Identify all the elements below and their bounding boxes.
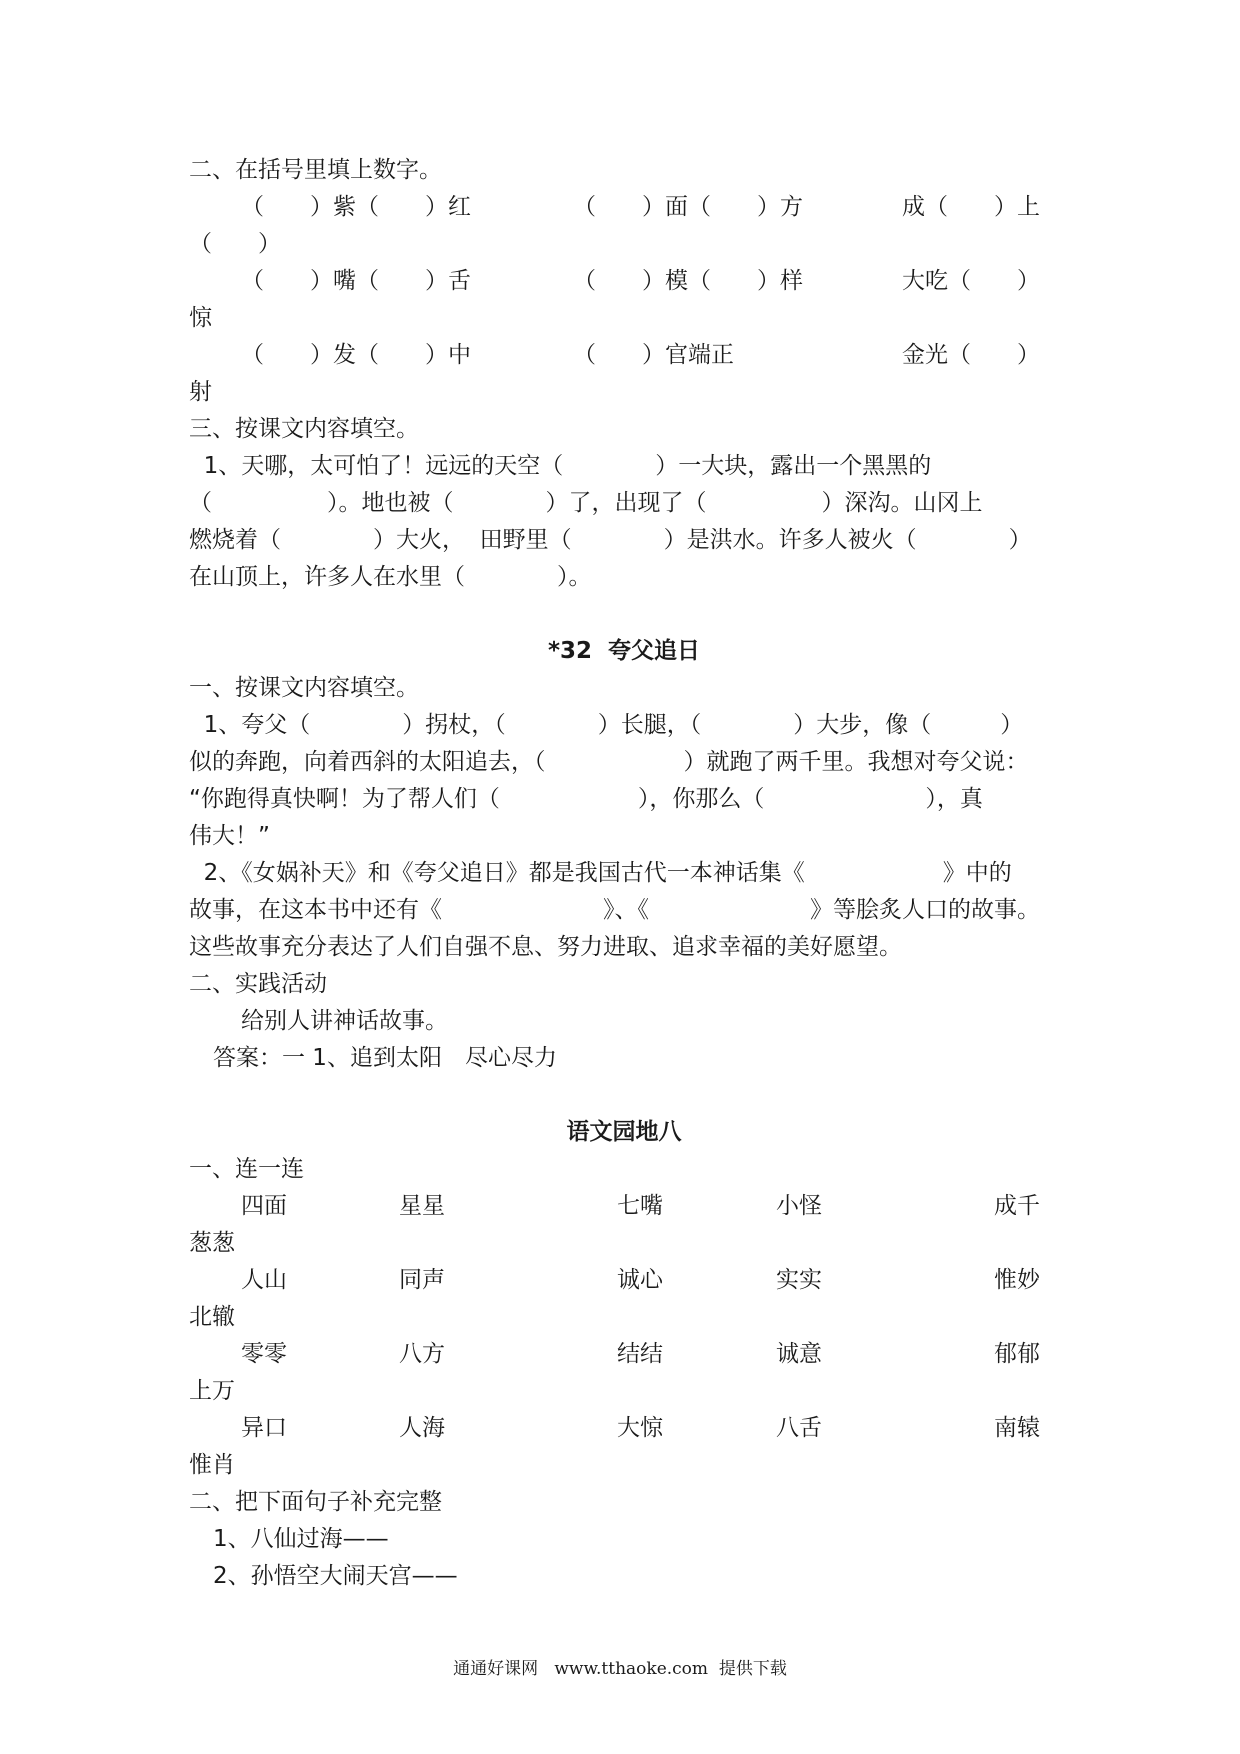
section-heading: 二、在括号里填上数字。 bbox=[189, 157, 442, 183]
list-item: 2、孙悟空大闹天宫—— bbox=[213, 1563, 458, 1589]
match-word: 小怪 bbox=[776, 1193, 822, 1219]
paragraph-line: （ ）。地也被（ ）了，出现了（ ）深沟。山冈上 bbox=[189, 490, 983, 516]
fill-item: （ ）嘴（ ）舌 bbox=[241, 268, 471, 294]
activity-text: 给别人讲神话故事。 bbox=[241, 1008, 448, 1034]
fill-row bbox=[189, 189, 1059, 226]
paragraph-line: 这些故事充分表达了人们自强不息、努力进取、追求幸福的美好愿望。 bbox=[189, 934, 902, 960]
match-word: 诚心 bbox=[617, 1267, 663, 1293]
paragraph-line: “你跑得真快啊！为了帮人们（ ），你那么（ ），真 bbox=[189, 786, 983, 812]
section-title: 语文园地八 bbox=[566, 1119, 682, 1145]
match-word: 人山 bbox=[241, 1267, 287, 1293]
section-heading: 一、连一连 bbox=[189, 1156, 304, 1182]
match-word: 实实 bbox=[776, 1267, 822, 1293]
match-wrap: 葱葱 bbox=[189, 1230, 235, 1256]
match-word: 诚意 bbox=[776, 1341, 822, 1367]
match-row bbox=[189, 1262, 1059, 1299]
paragraph-line: 伟大！” bbox=[189, 823, 270, 849]
match-word: 八方 bbox=[399, 1341, 445, 1367]
match-word: 郁郁 bbox=[994, 1341, 1040, 1367]
section-heading: 二、实践活动 bbox=[189, 971, 327, 997]
match-row bbox=[189, 1336, 1059, 1373]
page-footer: 通通好课网 www.tthaoke.com 提供下载 bbox=[453, 1659, 787, 1679]
paragraph-line: 2、《女娲补天》和《夸父追日》都是我国古代一本神话集《 》中的 bbox=[189, 860, 1012, 886]
match-wrap: 北辙 bbox=[189, 1304, 235, 1330]
fill-item: （ ）发（ ）中 bbox=[241, 342, 471, 368]
section-heading: 二、把下面句子补充完整 bbox=[189, 1489, 442, 1515]
paragraph-line: 1、天哪，太可怕了！远远的天空（ ）一大块，露出一个黑黑的 bbox=[189, 453, 932, 479]
match-word: 七嘴 bbox=[617, 1193, 663, 1219]
fill-item: 大吃（ ） bbox=[902, 268, 1040, 294]
paragraph-line: 1、夸父（ ）拐杖，（ ）长腿，（ ）大步，像（ ） bbox=[189, 712, 1024, 738]
fill-wrap: （ ） bbox=[189, 231, 281, 257]
fill-wrap: 惊 bbox=[189, 305, 212, 331]
match-wrap: 上万 bbox=[189, 1378, 235, 1404]
paragraph-line: 在山顶上，许多人在水里（ ）。 bbox=[189, 564, 592, 590]
match-word: 同声 bbox=[399, 1267, 445, 1293]
fill-item: 成（ ）上 bbox=[902, 194, 1040, 220]
match-word: 大惊 bbox=[617, 1415, 663, 1441]
section-heading: 一、按课文内容填空。 bbox=[189, 675, 419, 701]
match-row bbox=[189, 1188, 1059, 1225]
fill-item: 金光（ ） bbox=[902, 342, 1040, 368]
match-row bbox=[189, 1410, 1059, 1447]
match-word: 异口 bbox=[241, 1415, 287, 1441]
paragraph-line: 故事，在这本书中还有《 》、《 》等脍炙人口的故事。 bbox=[189, 897, 1040, 923]
match-wrap: 惟肖 bbox=[189, 1452, 235, 1478]
fill-item: （ ）官端正 bbox=[573, 342, 734, 368]
paragraph-line: 燃烧着（ ）大火， 田野里（ ）是洪水。许多人被火（ ） bbox=[189, 527, 1032, 553]
fill-wrap: 射 bbox=[189, 379, 212, 405]
match-word: 惟妙 bbox=[994, 1267, 1040, 1293]
match-word: 零零 bbox=[241, 1341, 287, 1367]
list-item: 1、八仙过海—— bbox=[213, 1526, 389, 1552]
fill-item: （ ）紫（ ）红 bbox=[241, 194, 471, 220]
lesson-title: *32 夸父追日 bbox=[547, 638, 701, 664]
fill-item: （ ）面（ ）方 bbox=[573, 194, 803, 220]
match-word: 星星 bbox=[399, 1193, 445, 1219]
answer-text: 答案：一 1、追到太阳 尽心尽力 bbox=[213, 1045, 557, 1071]
section-heading: 三、按课文内容填空。 bbox=[189, 416, 419, 442]
fill-row bbox=[189, 263, 1059, 300]
fill-row bbox=[189, 337, 1059, 374]
match-word: 成千 bbox=[994, 1193, 1040, 1219]
match-word: 南辕 bbox=[994, 1415, 1040, 1441]
paragraph-line: 似的奔跑，向着西斜的太阳追去，（ ）就跑了两千里。我想对夸父说： bbox=[189, 749, 1029, 775]
match-word: 结结 bbox=[617, 1341, 663, 1367]
match-word: 八舌 bbox=[776, 1415, 822, 1441]
match-word: 四面 bbox=[241, 1193, 287, 1219]
match-word: 人海 bbox=[399, 1415, 445, 1441]
fill-item: （ ）模（ ）样 bbox=[573, 268, 803, 294]
